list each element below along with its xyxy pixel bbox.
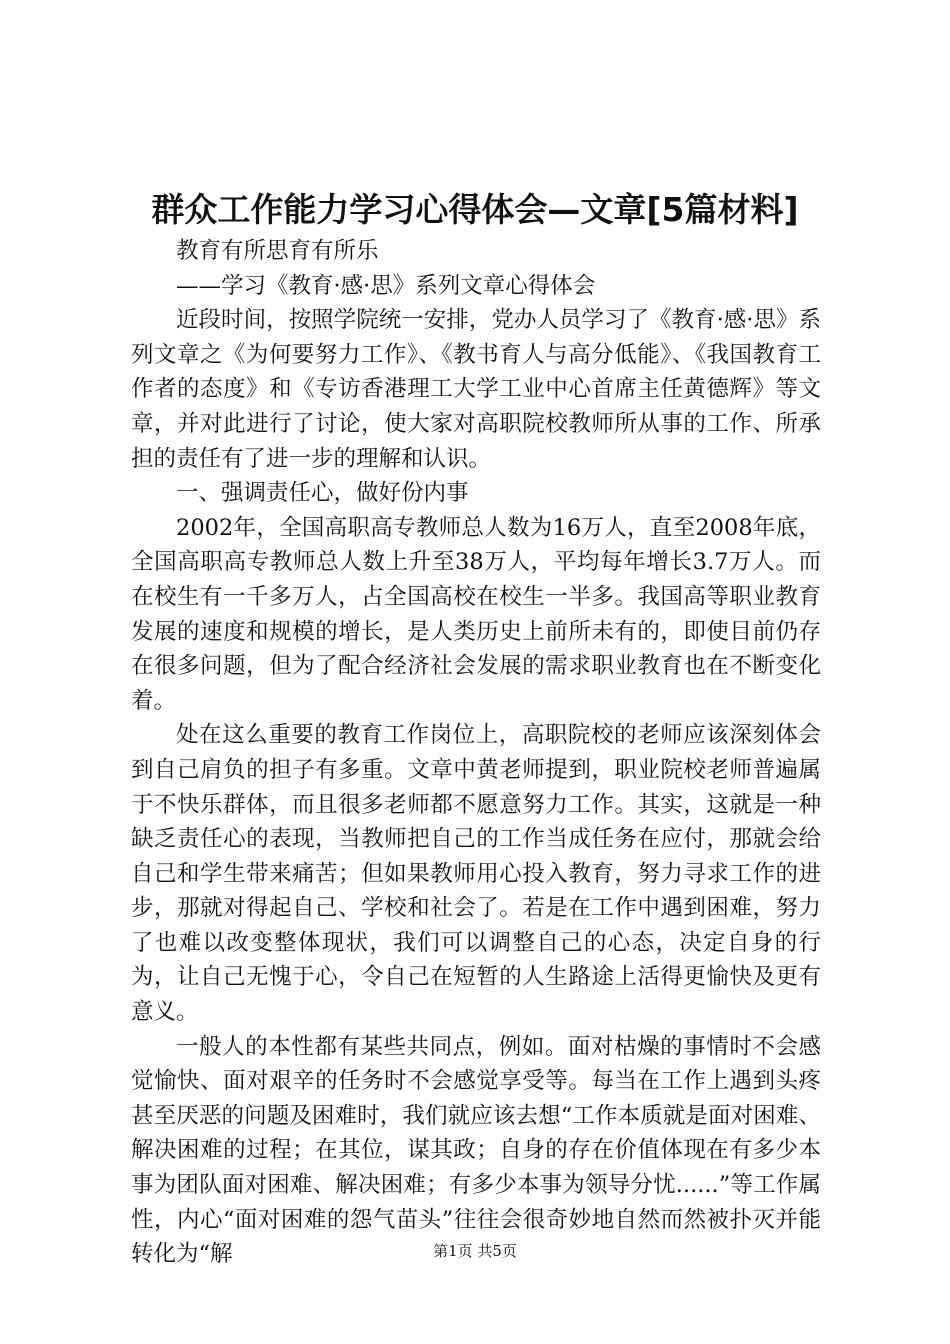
- body-paragraph: 近段时间，按照学院统一安排，党办人员学习了《教育·感·思》系列文章之《为何要努力工作》、《教书育人与高分低能》、《我国教育工作者的态度》和《专访香港理工大学工业中心首席主任黄德辉》等文章，并对此进行了讨论，使大家对高职院校教师所从事的工作、所承担的责任有了进一步的理解和认识。: [131, 307, 821, 472]
- document-title: 群众工作能力学习心得体会—文章[5篇材料]: [151, 190, 799, 229]
- page-footer: 第1页 共5页: [433, 1242, 517, 1260]
- subtitle-line: ——学习《教育·感·思》系列文章心得体会: [176, 272, 596, 299]
- section-heading: 一、强调责任心，做好份内事: [176, 480, 469, 507]
- body-paragraph: 一般人的本性都有某些共同点，例如。面对枯燥的事情时不会感觉愉快、面对艰辛的任务时不会感觉享受等。每当在工作上遇到头疼甚至厌恶的问题及困难时，我们就应该去想“工作本质就是面对困难、解决困难的过程；在其位，谋其政；自身的存在价值体现在有多少本事为团队面对困难、解决困难；有多少本事为领导分忧......”等工作属性，内心“面对困难的怨气苗头”往往会很奇妙地自然而然被扑灭并能转化为“解: [131, 1033, 821, 1268]
- body-paragraph: 2002年，全国高职高专教师总人数为16万人，直至2008年底，全国高职高专教师总人数上升至38万人，平均每年增长3.7万人。而在校生有一千多万人，占全国高校在校生一半多。我国高等职业教育发展的速度和规模的增长，是人类历史上前所未有的，即使目前仍存在很多问题，但为了配合经济社会发展的需求职业教育也在不断变化着。: [131, 514, 821, 714]
- document-body: [131, 234, 821, 1272]
- subtitle-line: 教育有所思育有所乐: [176, 238, 379, 264]
- body-paragraph: 处在这么重要的教育工作岗位上，高职院校的老师应该深刻体会到自己肩负的担子有多重。文章中黄老师提到，职业院校老师普遍属于不快乐群体，而且很多老师都不愿意努力工作。其实，这就是一种缺乏责任心的表现，当教师把自己的工作当成任务在应付，那就会给自己和学生带来痛苦；但如果教师用心投入教育，努力寻求工作的进步，那就对得起自己、学校和社会了。若是在工作中遇到困难，努力了也难以改变整体现状，我们可以调整自己的心态，决定自身的行为，让自己无愧于心，令自己在短暂的人生路途上活得更愉快及更有意义。: [131, 722, 821, 1026]
